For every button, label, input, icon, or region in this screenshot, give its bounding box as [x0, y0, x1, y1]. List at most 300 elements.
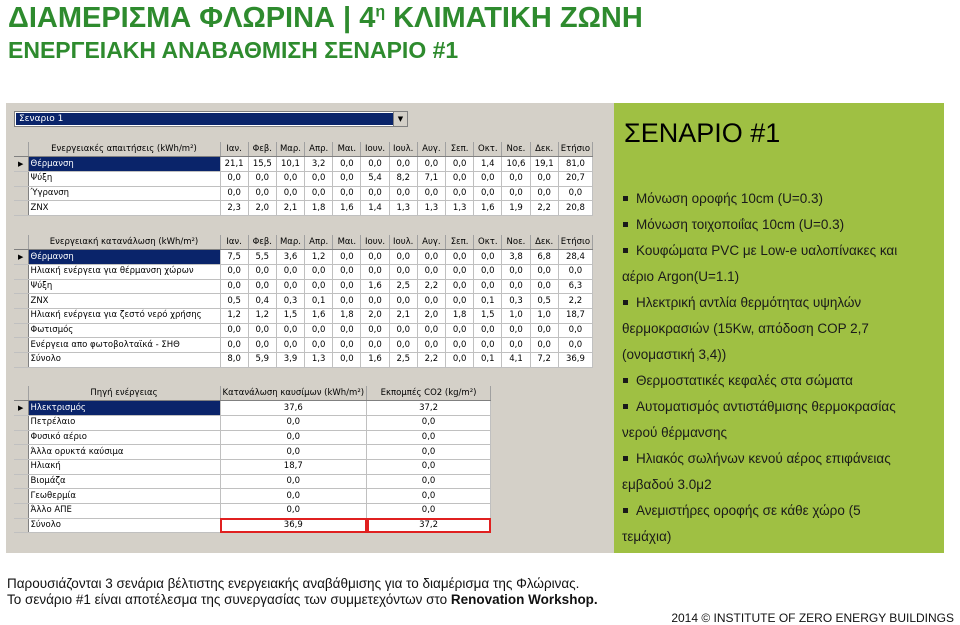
table-cell[interactable]: 0,0 — [220, 415, 367, 430]
table-row[interactable] — [14, 504, 491, 519]
table-cell[interactable]: 0,0 — [367, 415, 491, 430]
table-cell[interactable]: 2,2 — [417, 279, 445, 294]
table-cell[interactable]: 0,0 — [361, 294, 389, 309]
table-cell[interactable]: 1,2 — [305, 250, 333, 265]
row-indicator — [14, 415, 28, 430]
table-row[interactable] — [14, 353, 593, 368]
column-header: Φεβ. — [248, 235, 276, 250]
table-cell[interactable]: 8,2 — [389, 171, 417, 186]
scenario-select-value: Σεναριο 1 — [16, 113, 394, 125]
table-cell[interactable]: 1,8 — [333, 308, 361, 323]
table-cell[interactable]: 0,0 — [220, 430, 367, 445]
table-cell[interactable]: 2,3 — [220, 201, 248, 216]
table-cell[interactable]: 0,0 — [502, 186, 530, 201]
table-cell[interactable]: 2,2 — [558, 294, 592, 309]
column-header: Φεβ. — [248, 142, 276, 157]
table-cell[interactable]: 1,5 — [474, 308, 502, 323]
table-cell[interactable]: 0,4 — [248, 294, 276, 309]
bullet-text: Ηλιακός σωλήνων κενού αέρος επιφάνειας — [636, 451, 891, 466]
table-cell[interactable]: 0,0 — [474, 279, 502, 294]
table-cell[interactable]: 0,0 — [333, 186, 361, 201]
row-indicator — [14, 504, 28, 519]
table-cell[interactable]: 0,0 — [389, 250, 417, 265]
table-cell[interactable]: 0,0 — [333, 323, 361, 338]
row-label: Ηλιακή — [28, 459, 220, 474]
table-cell[interactable]: 0,0 — [389, 294, 417, 309]
table-cell[interactable]: 28,4 — [558, 250, 592, 265]
table-row[interactable] — [14, 518, 491, 533]
table-cell[interactable]: 1,0 — [530, 308, 558, 323]
table-cell[interactable]: 0,0 — [305, 323, 333, 338]
scenario-select[interactable] — [14, 111, 408, 127]
row-label: Ύγρανση — [28, 186, 220, 201]
table-cell[interactable]: 2,5 — [389, 279, 417, 294]
table-cell[interactable]: 0,0 — [220, 489, 367, 504]
table-cell[interactable]: 0,0 — [248, 171, 276, 186]
column-header: Ετήσιο — [558, 235, 592, 250]
table-cell[interactable]: 0,0 — [446, 279, 474, 294]
table-cell[interactable]: 6,8 — [530, 250, 558, 265]
table-cell[interactable]: 19,1 — [530, 157, 558, 172]
row-label: Σύνολο — [28, 518, 220, 533]
panel-title: ΣΕΝΑΡΙΟ #1 — [624, 118, 781, 148]
bullet-text: Κουφώματα PVC με Low-e υαλοπίνακες και — [636, 243, 898, 258]
column-header: Νοε. — [502, 235, 530, 250]
table-cell[interactable]: 1,2 — [248, 308, 276, 323]
table-cell[interactable]: 2,1 — [389, 308, 417, 323]
table-cell[interactable]: 8,0 — [220, 353, 248, 368]
table-row[interactable] — [14, 459, 491, 474]
table-cell[interactable]: 0,0 — [558, 323, 592, 338]
table-row[interactable] — [14, 250, 593, 265]
total-co2-highlight[interactable]: 37,2 — [367, 518, 491, 533]
table-cell[interactable]: 0,0 — [276, 323, 304, 338]
table-cell[interactable]: 2,5 — [389, 353, 417, 368]
table-cell[interactable]: 0,0 — [417, 338, 445, 353]
column-header: Σεπ. — [446, 235, 474, 250]
table-cell[interactable]: 0,0 — [276, 264, 304, 279]
column-header: Ιουλ. — [389, 235, 417, 250]
table-cell[interactable]: 0,0 — [220, 186, 248, 201]
table-row[interactable] — [14, 264, 593, 279]
table-cell[interactable]: 0,0 — [367, 459, 491, 474]
row-indicator — [14, 353, 28, 368]
table-cell[interactable]: 0,0 — [417, 250, 445, 265]
table-cell[interactable]: 0,0 — [530, 323, 558, 338]
table-cell[interactable]: 0,0 — [446, 353, 474, 368]
row-pointer-icon: ▶ — [14, 401, 28, 416]
row-indicator — [14, 264, 28, 279]
table-cell[interactable]: 0,5 — [220, 294, 248, 309]
row-indicator — [14, 489, 28, 504]
energy-demand-table — [14, 142, 593, 216]
table-cell[interactable]: 0,0 — [558, 264, 592, 279]
table-cell[interactable]: 1,4 — [361, 201, 389, 216]
table-cell[interactable]: 20,7 — [558, 171, 592, 186]
row-indicator — [14, 323, 28, 338]
energy-source-table — [14, 386, 491, 533]
column-header: Ενεργειακές απαιτήσεις (kWh/m²) — [28, 142, 220, 157]
table-cell[interactable]: 0,0 — [220, 474, 367, 489]
table-cell[interactable]: 0,0 — [502, 323, 530, 338]
column-header: Ιαν. — [220, 235, 248, 250]
row-indicator — [14, 201, 28, 216]
table-cell[interactable]: 0,0 — [474, 323, 502, 338]
table-cell[interactable]: 1,3 — [417, 201, 445, 216]
measures-list — [622, 186, 940, 550]
table-row[interactable] — [14, 415, 491, 430]
table-cell[interactable]: 0,0 — [333, 264, 361, 279]
row-label: Ψύξη — [28, 171, 220, 186]
table-row[interactable] — [14, 445, 491, 460]
table-cell[interactable]: 0,1 — [474, 294, 502, 309]
table-cell[interactable]: 2,0 — [361, 308, 389, 323]
column-header: Ιουν. — [361, 142, 389, 157]
table-cell[interactable]: 0,0 — [417, 323, 445, 338]
table-cell[interactable]: 18,7 — [558, 308, 592, 323]
table-cell[interactable]: 0,0 — [446, 264, 474, 279]
table-cell[interactable]: 7,1 — [417, 171, 445, 186]
row-indicator — [14, 171, 28, 186]
table-cell[interactable]: 1,4 — [474, 157, 502, 172]
column-header: Αυγ. — [417, 142, 445, 157]
table-row[interactable] — [14, 308, 593, 323]
table-cell[interactable]: 0,0 — [220, 264, 248, 279]
table-cell[interactable]: 1,6 — [305, 308, 333, 323]
column-header: Οκτ. — [474, 235, 502, 250]
row-header-corner — [14, 142, 28, 157]
scenario-panel — [614, 103, 944, 553]
row-indicator — [14, 338, 28, 353]
column-header: Ιουλ. — [389, 142, 417, 157]
column-header: Ιουν. — [361, 235, 389, 250]
table-cell[interactable]: 0,0 — [530, 279, 558, 294]
row-indicator — [14, 294, 28, 309]
column-header: Απρ. — [305, 235, 333, 250]
column-header: Κατανάλωση καυσίμων (kWh/m²) — [220, 386, 367, 401]
table-cell[interactable]: 0,0 — [389, 264, 417, 279]
table-row[interactable] — [14, 201, 593, 216]
bullet-continuation: τεμάχια) — [622, 529, 672, 544]
table-cell[interactable]: 0,0 — [417, 264, 445, 279]
footer-credit: Το σενάριο #1 είναι αποτέλεσμα της συνεργασίας των συμμετεχόντων στο Renovation Workshop. — [7, 592, 598, 607]
table-row[interactable] — [14, 323, 593, 338]
dropdown-arrow-icon[interactable]: ▼ — [393, 112, 407, 126]
table-cell[interactable]: 0,0 — [333, 353, 361, 368]
table-cell[interactable]: 0,0 — [474, 264, 502, 279]
page-subtitle: ΕΝΕΡΓΕΙΑΚΗ ΑΝΑΒΑΘΜΙΣΗ ΣΕΝΑΡΙΟ #1 — [8, 37, 459, 63]
bullet-text: Αυτοματισμός αντιστάθμισης θερμοκρασίας — [636, 399, 896, 414]
row-indicator — [14, 186, 28, 201]
list-item — [622, 212, 940, 238]
table-cell[interactable]: 0,0 — [361, 186, 389, 201]
table-cell[interactable]: 0,0 — [305, 279, 333, 294]
table-cell[interactable]: 0,0 — [502, 338, 530, 353]
table-cell[interactable]: 18,7 — [220, 459, 367, 474]
table-cell[interactable]: 0,0 — [361, 338, 389, 353]
bullet-text: Μόνωση οροφής 10cm (U=0.3) — [636, 191, 824, 206]
table-cell[interactable]: 3,8 — [502, 250, 530, 265]
bullet-text: Ηλεκτρική αντλία θερμότητας υψηλών — [636, 295, 862, 310]
column-header: Σεπ. — [446, 142, 474, 157]
row-label: Πετρέλαιο — [28, 415, 220, 430]
row-indicator — [14, 459, 28, 474]
table-cell[interactable]: 5,9 — [248, 353, 276, 368]
table-cell[interactable]: 0,0 — [558, 186, 592, 201]
column-header: Ιαν. — [220, 142, 248, 157]
table-cell[interactable]: 0,0 — [446, 171, 474, 186]
table-cell[interactable]: 0,0 — [276, 338, 304, 353]
table-row[interactable] — [14, 338, 593, 353]
table-cell[interactable]: 0,0 — [333, 338, 361, 353]
list-item — [622, 290, 940, 368]
column-header: Δεκ. — [530, 235, 558, 250]
table-cell[interactable]: 15,5 — [248, 157, 276, 172]
bullet-text: Θερμοστατικές κεφαλές στα σώματα — [636, 373, 853, 388]
table-row[interactable] — [14, 474, 491, 489]
row-indicator — [14, 430, 28, 445]
column-header: Μαρ. — [276, 142, 304, 157]
bullet-text: Μόνωση τοιχοποιΐας 10cm (U=0.3) — [636, 217, 845, 232]
table-cell[interactable]: 0,0 — [361, 323, 389, 338]
row-label: ΖΝΧ — [28, 201, 220, 216]
table-cell[interactable]: 37,6 — [220, 401, 367, 416]
table-cell[interactable]: 0,3 — [276, 294, 304, 309]
table-cell[interactable]: 0,0 — [361, 264, 389, 279]
table-cell[interactable]: 0,0 — [248, 338, 276, 353]
bullet-continuation: αέριο Argon(U=1.1) — [622, 269, 740, 284]
table-cell[interactable]: 7,2 — [530, 353, 558, 368]
table-cell[interactable]: 1,9 — [502, 201, 530, 216]
column-header: Απρ. — [305, 142, 333, 157]
table-cell[interactable]: 0,0 — [305, 264, 333, 279]
table-cell[interactable]: 0,0 — [367, 474, 491, 489]
table-cell[interactable]: 20,8 — [558, 201, 592, 216]
row-label: Ψύξη — [28, 279, 220, 294]
row-header-corner — [14, 386, 28, 401]
column-header: Ετήσιο — [558, 142, 592, 157]
column-header: Οκτ. — [474, 142, 502, 157]
table-cell[interactable]: 0,0 — [474, 250, 502, 265]
table-cell[interactable]: 0,0 — [276, 279, 304, 294]
row-label: Σύνολο — [28, 353, 220, 368]
table-cell[interactable]: 0,0 — [446, 250, 474, 265]
table-cell[interactable]: 10,6 — [502, 157, 530, 172]
row-label: Φυσικό αέριο — [28, 430, 220, 445]
table-cell[interactable]: 0,0 — [333, 294, 361, 309]
table-cell[interactable]: 0,0 — [530, 171, 558, 186]
row-indicator — [14, 308, 28, 323]
table-cell[interactable]: 0,0 — [248, 264, 276, 279]
table-cell[interactable]: 0,0 — [558, 338, 592, 353]
table-cell[interactable]: 0,0 — [305, 186, 333, 201]
scenario-window — [6, 103, 614, 553]
table-cell[interactable]: 1,6 — [474, 201, 502, 216]
table-cell[interactable]: 2,2 — [417, 353, 445, 368]
table-cell[interactable]: 0,0 — [248, 279, 276, 294]
bullet-continuation: θερμοκρασιών (15Kw, απόδοση COP 2,7 (ονομαστική 3,4)) — [622, 321, 869, 362]
list-item — [622, 446, 940, 498]
table-cell[interactable]: 0,0 — [220, 504, 367, 519]
table-row[interactable] — [14, 430, 491, 445]
row-indicator — [14, 279, 28, 294]
table-cell[interactable]: 0,0 — [530, 264, 558, 279]
list-item — [622, 238, 940, 290]
column-header: Εκπομπές CO2 (kg/m²) — [367, 386, 491, 401]
energy-consumption-table — [14, 235, 593, 368]
table-row[interactable] — [14, 279, 593, 294]
table-cell[interactable]: 36,9 — [558, 353, 592, 368]
row-label: ΖΝΧ — [28, 294, 220, 309]
table-cell[interactable]: 0,0 — [446, 294, 474, 309]
table-cell[interactable]: 0,0 — [367, 489, 491, 504]
table-cell[interactable]: 1,0 — [502, 308, 530, 323]
table-cell[interactable]: 7,5 — [220, 250, 248, 265]
row-label: Ηλιακή ενέργεια για θέρμανση χώρων — [28, 264, 220, 279]
table-cell[interactable]: 0,0 — [220, 171, 248, 186]
copyright: 2014 © INSTITUTE OF ZERO ENERGY BUILDINGS — [671, 611, 954, 625]
table-cell[interactable]: 0,0 — [446, 186, 474, 201]
column-header: Πηγή ενέργειας — [28, 386, 220, 401]
table-cell[interactable]: 0,0 — [220, 445, 367, 460]
table-cell[interactable]: 0,0 — [502, 171, 530, 186]
column-header: Δεκ. — [530, 142, 558, 157]
table-cell[interactable]: 81,0 — [558, 157, 592, 172]
table-cell[interactable]: 0,0 — [367, 430, 491, 445]
table-cell[interactable]: 0,0 — [389, 186, 417, 201]
table-cell[interactable]: 0,1 — [474, 353, 502, 368]
table-cell[interactable]: 0,1 — [305, 294, 333, 309]
table-row[interactable] — [14, 294, 593, 309]
table-cell[interactable]: 0,0 — [389, 323, 417, 338]
table-cell[interactable]: 21,1 — [220, 157, 248, 172]
row-indicator — [14, 474, 28, 489]
table-cell[interactable]: 0,0 — [446, 338, 474, 353]
row-label: Ηλιακή ενέργεια για ζεστό νερό χρήσης — [28, 308, 220, 323]
table-cell[interactable]: 0,0 — [474, 338, 502, 353]
table-cell[interactable]: 1,3 — [305, 353, 333, 368]
table-cell[interactable]: 0,0 — [474, 186, 502, 201]
list-item — [622, 394, 940, 446]
table-cell[interactable]: 1,5 — [276, 308, 304, 323]
table-cell[interactable]: 3,2 — [305, 157, 333, 172]
table-cell[interactable]: 0,0 — [276, 186, 304, 201]
table-cell[interactable]: 0,0 — [389, 338, 417, 353]
table-cell[interactable]: 1,3 — [389, 201, 417, 216]
table-cell[interactable]: 2,2 — [530, 201, 558, 216]
row-pointer-icon: ▶ — [14, 250, 28, 265]
table-row[interactable] — [14, 171, 593, 186]
table-cell[interactable]: 0,0 — [367, 504, 491, 519]
row-label: Θέρμανση — [28, 157, 220, 172]
row-label: Γεωθερμία — [28, 489, 220, 504]
table-cell[interactable]: 0,0 — [389, 157, 417, 172]
table-cell[interactable]: 0,0 — [530, 186, 558, 201]
table-cell[interactable]: 0,3 — [502, 294, 530, 309]
table-cell[interactable]: 0,0 — [446, 157, 474, 172]
row-indicator — [14, 445, 28, 460]
table-cell[interactable]: 0,0 — [502, 264, 530, 279]
table-row[interactable] — [14, 186, 593, 201]
table-cell[interactable]: 0,0 — [276, 171, 304, 186]
table-cell[interactable]: 0,0 — [446, 323, 474, 338]
total-fuel-highlight[interactable]: 36,9 — [220, 518, 367, 533]
list-item — [622, 368, 940, 394]
table-cell[interactable]: 0,0 — [417, 157, 445, 172]
table-cell[interactable]: 1,8 — [446, 308, 474, 323]
table-cell[interactable]: 0,0 — [333, 279, 361, 294]
table-cell[interactable]: 4,1 — [502, 353, 530, 368]
table-cell[interactable]: 3,9 — [276, 353, 304, 368]
table-cell[interactable]: 5,4 — [361, 171, 389, 186]
table-cell[interactable]: 0,5 — [530, 294, 558, 309]
table-cell[interactable]: 0,0 — [248, 323, 276, 338]
table-cell[interactable]: 0,0 — [361, 157, 389, 172]
table-cell[interactable]: 1,6 — [361, 279, 389, 294]
row-label: Ενέργεια απο φωτοβολταϊκά - ΣΗΘ — [28, 338, 220, 353]
row-label: Άλλα ορυκτά καύσιμα — [28, 445, 220, 460]
row-label: Ηλεκτρισμός — [28, 401, 220, 416]
row-label: Άλλο ΑΠΕ — [28, 504, 220, 519]
table-cell[interactable]: 0,0 — [248, 186, 276, 201]
table-cell[interactable]: 0,0 — [305, 171, 333, 186]
table-cell[interactable]: 0,0 — [502, 279, 530, 294]
table-cell[interactable]: 5,5 — [248, 250, 276, 265]
row-label: Φωτισμός — [28, 323, 220, 338]
table-cell[interactable]: 2,0 — [417, 308, 445, 323]
table-cell[interactable]: 0,0 — [367, 445, 491, 460]
table-cell[interactable]: 0,0 — [220, 338, 248, 353]
table-cell[interactable]: 0,0 — [474, 171, 502, 186]
table-cell[interactable]: 0,0 — [361, 250, 389, 265]
table-cell[interactable]: 0,0 — [417, 294, 445, 309]
table-cell[interactable]: 0,0 — [220, 279, 248, 294]
table-cell[interactable]: 1,2 — [220, 308, 248, 323]
table-cell[interactable]: 0,0 — [220, 323, 248, 338]
table-cell[interactable]: 1,6 — [333, 201, 361, 216]
column-header: Νοε. — [502, 142, 530, 157]
column-header: Μαι. — [333, 142, 361, 157]
table-cell[interactable]: 10,1 — [276, 157, 304, 172]
table-cell[interactable]: 3,6 — [276, 250, 304, 265]
table-cell[interactable]: 0,0 — [417, 186, 445, 201]
table-cell[interactable]: 0,0 — [333, 171, 361, 186]
table-row[interactable] — [14, 157, 593, 172]
table-row[interactable] — [14, 401, 491, 416]
column-header: Αυγ. — [417, 235, 445, 250]
table-cell[interactable]: 37,2 — [367, 401, 491, 416]
table-cell[interactable]: 6,3 — [558, 279, 592, 294]
table-row[interactable] — [14, 489, 491, 504]
column-header: Ενεργειακή κατανάλωση (kWh/m²) — [28, 235, 220, 250]
row-pointer-icon: ▶ — [14, 157, 28, 172]
table-cell[interactable]: 1,3 — [446, 201, 474, 216]
bullet-continuation: εμβαδού 3.0μ2 — [622, 477, 712, 492]
table-cell[interactable]: 0,0 — [333, 250, 361, 265]
table-cell[interactable]: 0,0 — [530, 338, 558, 353]
table-cell[interactable]: 0,0 — [305, 338, 333, 353]
table-cell[interactable]: 2,0 — [248, 201, 276, 216]
bullet-continuation: νερού θέρμανσης — [622, 425, 727, 440]
list-item — [622, 186, 940, 212]
bullet-text: Ανεμιστήρες οροφής σε κάθε χώρο (5 — [636, 503, 861, 518]
table-cell[interactable]: 0,0 — [333, 157, 361, 172]
table-cell[interactable]: 1,6 — [361, 353, 389, 368]
table-cell[interactable]: 2,1 — [276, 201, 304, 216]
row-label: Βιομάζα — [28, 474, 220, 489]
table-cell[interactable]: 1,8 — [305, 201, 333, 216]
row-header-corner — [14, 235, 28, 250]
